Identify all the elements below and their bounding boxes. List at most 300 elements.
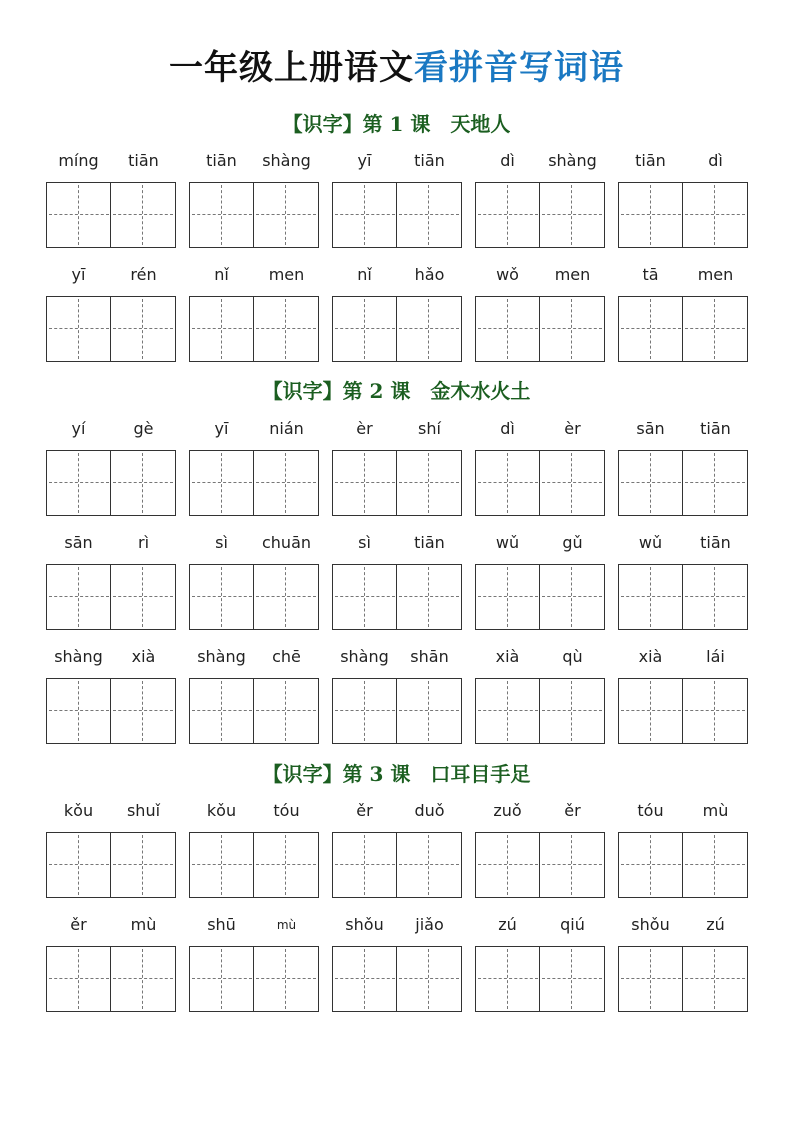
tianzige-cell[interactable] [47,947,111,1011]
guide-line-vertical [285,835,286,895]
tianzige-cell[interactable] [47,679,111,743]
word-row [46,150,746,250]
tianzige-cell[interactable] [619,451,683,515]
guide-line-horizontal [685,864,745,865]
tianzige-cell[interactable] [540,679,604,743]
guide-line-vertical [364,835,365,895]
pinyin-syllable: dì [500,151,515,170]
pinyin-syllable: sān [64,533,93,552]
guide-line-vertical [428,453,429,513]
pinyin-syllable: tóu [273,801,300,820]
guide-line-vertical [571,299,572,359]
pinyin-syllable: shàng [197,647,246,666]
writing-grid [332,832,462,898]
lesson-heading: 【识字】第 2 课 金木水火土 [262,379,531,403]
word-item [46,150,176,250]
guide-line-horizontal [256,596,316,597]
word-item [475,418,605,518]
guide-line-vertical [571,949,572,1009]
tianzige-cell[interactable] [47,833,111,897]
guide-line-horizontal [256,710,316,711]
word-row [46,646,746,746]
writing-grid [46,564,176,630]
guide-line-horizontal [478,328,538,329]
guide-line-vertical [507,567,508,627]
guide-line-horizontal [113,596,173,597]
tianzige-cell[interactable] [333,833,397,897]
pinyin-syllable: sì [215,533,228,552]
guide-line-horizontal [542,864,602,865]
pinyin-syllable: tiān [635,151,666,170]
tianzige-cell[interactable] [397,451,461,515]
guide-line-vertical [78,185,79,245]
guide-line-horizontal [49,978,109,979]
guide-line-vertical [221,185,222,245]
word-item [189,418,319,518]
guide-line-horizontal [685,596,745,597]
tianzige-cell[interactable] [333,297,397,361]
writing-grid [189,182,319,248]
tianzige-cell[interactable] [619,947,683,1011]
guide-line-vertical [221,681,222,741]
guide-line-horizontal [335,214,395,215]
word-item [618,418,748,518]
tianzige-cell[interactable] [476,679,540,743]
pinyin-syllable: qiú [560,915,585,934]
pinyin-syllable: kǒu [63,801,94,820]
tianzige-cell[interactable] [397,297,461,361]
word-item [618,532,748,632]
guide-line-horizontal [542,596,602,597]
writing-grid [46,450,176,516]
word-item [332,532,462,632]
pinyin-syllable: èr [564,419,581,438]
tianzige-cell[interactable] [476,297,540,361]
tianzige-cell[interactable] [111,833,175,897]
guide-line-horizontal [192,710,252,711]
writing-grid [46,832,176,898]
pinyin-syllable: wǒ [496,265,519,284]
guide-line-horizontal [399,482,459,483]
pinyin-syllable: qù [562,647,583,666]
tianzige-cell[interactable] [254,679,318,743]
guide-line-vertical [714,949,715,1009]
word-item [46,914,176,1014]
pinyin-syllable: tā [642,265,659,284]
writing-grid [475,182,605,248]
guide-line-vertical [714,567,715,627]
tianzige-cell[interactable] [683,183,747,247]
guide-line-horizontal [192,214,252,215]
tianzige-cell[interactable] [47,565,111,629]
pinyin-syllable: yī [357,151,372,170]
word-item [189,646,319,746]
writing-grid [332,564,462,630]
pinyin-syllable: shàng [54,647,103,666]
tianzige-cell[interactable] [397,183,461,247]
guide-line-horizontal [478,482,538,483]
tianzige-cell[interactable] [540,297,604,361]
tianzige-cell[interactable] [47,297,111,361]
pinyin-syllable: nǐ [214,265,229,284]
word-item [46,800,176,900]
pinyin-syllable: tiān [414,533,445,552]
guide-line-vertical [650,835,651,895]
word-row [46,418,746,518]
guide-line-vertical [571,681,572,741]
guide-line-vertical [507,453,508,513]
pinyin-syllable: ěr [564,801,581,820]
word-item [618,264,748,364]
tianzige-cell[interactable] [540,565,604,629]
word-item [475,150,605,250]
tianzige-cell[interactable] [683,833,747,897]
writing-grid [475,832,605,898]
guide-line-horizontal [256,482,316,483]
tianzige-cell[interactable] [397,833,461,897]
guide-line-horizontal [49,214,109,215]
tianzige-cell[interactable] [619,679,683,743]
word-item [332,914,462,1014]
writing-grid [46,946,176,1012]
pinyin-syllable: mù [276,918,297,932]
pinyin-syllable: gǔ [562,533,583,552]
guide-line-horizontal [335,864,395,865]
word-item [46,264,176,364]
guide-line-vertical [650,453,651,513]
guide-line-horizontal [335,596,395,597]
guide-line-vertical [571,835,572,895]
guide-line-vertical [507,185,508,245]
tianzige-cell[interactable] [476,833,540,897]
tianzige-cell[interactable] [683,679,747,743]
guide-line-vertical [364,949,365,1009]
guide-line-horizontal [399,596,459,597]
guide-line-horizontal [542,482,602,483]
pinyin-syllable: men [268,265,305,284]
guide-line-horizontal [192,596,252,597]
guide-line-horizontal [335,328,395,329]
tianzige-cell[interactable] [619,565,683,629]
writing-grid [189,564,319,630]
tianzige-cell[interactable] [333,451,397,515]
pinyin-syllable: shàng [548,151,597,170]
guide-line-vertical [428,299,429,359]
pinyin-syllable: men [697,265,734,284]
guide-line-horizontal [113,978,173,979]
title-part1: 一年级上册语文 [169,48,414,88]
tianzige-cell[interactable] [683,947,747,1011]
tianzige-cell[interactable] [619,183,683,247]
tianzige-cell[interactable] [111,565,175,629]
guide-line-vertical [221,949,222,1009]
writing-grid [618,296,748,362]
tianzige-cell[interactable] [111,679,175,743]
guide-line-vertical [142,835,143,895]
pinyin-syllable: dì [500,419,515,438]
guide-line-horizontal [478,864,538,865]
guide-line-horizontal [685,214,745,215]
guide-line-horizontal [621,328,681,329]
guide-line-vertical [428,185,429,245]
guide-line-horizontal [113,214,173,215]
lesson-heading: 【识字】第 1 课 天地人 [282,112,511,136]
pinyin-syllable: shū [207,915,236,934]
guide-line-vertical [221,567,222,627]
pinyin-syllable: zuǒ [493,801,522,820]
word-item [332,800,462,900]
guide-line-horizontal [399,214,459,215]
guide-line-vertical [571,453,572,513]
guide-line-horizontal [621,214,681,215]
tianzige-cell[interactable] [254,947,318,1011]
guide-line-vertical [714,681,715,741]
guide-line-vertical [285,949,286,1009]
tianzige-cell[interactable] [540,451,604,515]
word-item [475,914,605,1014]
guide-line-vertical [714,453,715,513]
tianzige-cell[interactable] [397,679,461,743]
word-item [189,264,319,364]
tianzige-cell[interactable] [476,183,540,247]
guide-line-vertical [428,567,429,627]
guide-line-vertical [78,453,79,513]
guide-line-horizontal [399,978,459,979]
word-item [475,264,605,364]
guide-line-horizontal [49,482,109,483]
guide-line-vertical [142,567,143,627]
writing-grid [475,678,605,744]
guide-line-vertical [364,299,365,359]
tianzige-cell[interactable] [111,451,175,515]
guide-line-vertical [507,835,508,895]
tianzige-cell[interactable] [254,565,318,629]
guide-line-horizontal [335,710,395,711]
guide-line-vertical [714,299,715,359]
guide-line-vertical [650,185,651,245]
guide-line-vertical [364,681,365,741]
pinyin-syllable: shí [418,419,441,438]
tianzige-cell[interactable] [190,183,254,247]
pinyin-syllable: xià [131,647,156,666]
pinyin-syllable: xià [638,647,663,666]
writing-grid [475,946,605,1012]
word-row [46,264,746,364]
guide-line-horizontal [49,864,109,865]
writing-grid [618,564,748,630]
pinyin-syllable: lái [706,647,725,666]
guide-line-horizontal [256,864,316,865]
guide-line-vertical [78,299,79,359]
tianzige-cell[interactable] [111,297,175,361]
guide-line-horizontal [192,328,252,329]
tianzige-cell[interactable] [190,297,254,361]
writing-grid [618,832,748,898]
word-item [46,418,176,518]
guide-line-vertical [78,681,79,741]
tianzige-cell[interactable] [540,833,604,897]
pinyin-syllable: rén [130,265,157,284]
pinyin-syllable: tiān [700,533,731,552]
writing-grid [618,946,748,1012]
writing-grid [332,946,462,1012]
tianzige-cell[interactable] [683,565,747,629]
tianzige-cell[interactable] [47,451,111,515]
tianzige-cell[interactable] [190,451,254,515]
guide-line-vertical [78,835,79,895]
tianzige-cell[interactable] [190,565,254,629]
lesson-heading: 【识字】第 3 课 口耳目手足 [262,762,531,786]
tianzige-cell[interactable] [619,297,683,361]
pinyin-syllable: duǒ [414,801,445,820]
guide-line-horizontal [192,864,252,865]
guide-line-horizontal [621,864,681,865]
guide-line-horizontal [621,710,681,711]
guide-line-horizontal [542,978,602,979]
tianzige-cell[interactable] [111,947,175,1011]
word-item [618,800,748,900]
tianzige-cell[interactable] [111,183,175,247]
guide-line-vertical [142,299,143,359]
guide-line-horizontal [256,328,316,329]
guide-line-horizontal [621,978,681,979]
tianzige-cell[interactable] [190,833,254,897]
tianzige-cell[interactable] [47,183,111,247]
pinyin-syllable: jiǎo [415,915,444,934]
guide-line-horizontal [685,978,745,979]
guide-line-vertical [650,949,651,1009]
guide-line-horizontal [478,710,538,711]
guide-line-horizontal [49,710,109,711]
tianzige-cell[interactable] [540,183,604,247]
guide-line-horizontal [335,482,395,483]
tianzige-cell[interactable] [683,297,747,361]
pinyin-syllable: shàng [262,151,311,170]
tianzige-cell[interactable] [476,565,540,629]
word-item [332,418,462,518]
pinyin-syllable: nǐ [357,265,372,284]
tianzige-cell[interactable] [397,565,461,629]
tianzige-cell[interactable] [476,947,540,1011]
guide-line-horizontal [399,328,459,329]
pinyin-syllable: tiān [128,151,159,170]
pinyin-syllable: tóu [637,801,664,820]
pinyin-syllable: zú [706,915,725,934]
guide-line-horizontal [113,328,173,329]
word-item [189,914,319,1014]
writing-grid [189,832,319,898]
guide-line-vertical [221,453,222,513]
guide-line-vertical [714,835,715,895]
tianzige-cell[interactable] [683,451,747,515]
pinyin-syllable: men [554,265,591,284]
guide-line-vertical [507,299,508,359]
tianzige-cell[interactable] [333,565,397,629]
writing-grid [332,450,462,516]
pinyin-syllable: mù [130,915,157,934]
tianzige-cell[interactable] [190,679,254,743]
guide-line-vertical [78,949,79,1009]
guide-line-horizontal [542,214,602,215]
guide-line-horizontal [113,482,173,483]
tianzige-cell[interactable] [254,451,318,515]
guide-line-vertical [428,681,429,741]
tianzige-cell[interactable] [397,947,461,1011]
guide-line-horizontal [621,482,681,483]
guide-line-horizontal [192,482,252,483]
pinyin-syllable: shǒu [631,915,670,934]
writing-grid [475,450,605,516]
tianzige-cell[interactable] [333,679,397,743]
pinyin-syllable: tiān [414,151,445,170]
guide-line-vertical [507,949,508,1009]
guide-line-horizontal [192,978,252,979]
word-item [618,646,748,746]
word-item [332,264,462,364]
pinyin-syllable: míng [58,151,99,170]
page-title [0,40,793,89]
guide-line-vertical [285,453,286,513]
guide-line-horizontal [399,864,459,865]
tianzige-cell[interactable] [254,833,318,897]
guide-line-horizontal [478,978,538,979]
tianzige-cell[interactable] [540,947,604,1011]
guide-line-vertical [650,681,651,741]
writing-grid [332,296,462,362]
tianzige-cell[interactable] [333,183,397,247]
guide-line-vertical [714,185,715,245]
pinyin-syllable: wǔ [638,533,663,552]
word-item [475,800,605,900]
tianzige-cell[interactable] [254,183,318,247]
pinyin-syllable: tiān [700,419,731,438]
guide-line-vertical [221,299,222,359]
word-item [475,646,605,746]
pinyin-syllable: nián [269,419,304,438]
word-item [332,646,462,746]
tianzige-cell[interactable] [619,833,683,897]
guide-line-horizontal [113,864,173,865]
pinyin-syllable: shuǐ [126,801,161,820]
guide-line-horizontal [478,214,538,215]
pinyin-syllable: sān [636,419,665,438]
pinyin-syllable: sì [358,533,371,552]
pinyin-syllable: shàng [340,647,389,666]
writing-grid [618,182,748,248]
pinyin-syllable: dì [708,151,723,170]
guide-line-horizontal [685,482,745,483]
pinyin-syllable: hǎo [414,265,445,284]
writing-grid [189,946,319,1012]
writing-grid [618,678,748,744]
tianzige-cell[interactable] [333,947,397,1011]
pinyin-syllable: yī [71,265,86,284]
pinyin-syllable: gè [133,419,154,438]
pinyin-syllable: xià [495,647,520,666]
pinyin-syllable: chuān [261,533,312,552]
word-row [46,532,746,632]
word-item [189,150,319,250]
tianzige-cell[interactable] [190,947,254,1011]
writing-grid [46,678,176,744]
guide-line-vertical [142,185,143,245]
guide-line-horizontal [542,710,602,711]
tianzige-cell[interactable] [254,297,318,361]
title-part2: 看拼音写词语 [414,48,624,88]
pinyin-syllable: yí [71,419,86,438]
tianzige-cell[interactable] [476,451,540,515]
word-item [189,532,319,632]
